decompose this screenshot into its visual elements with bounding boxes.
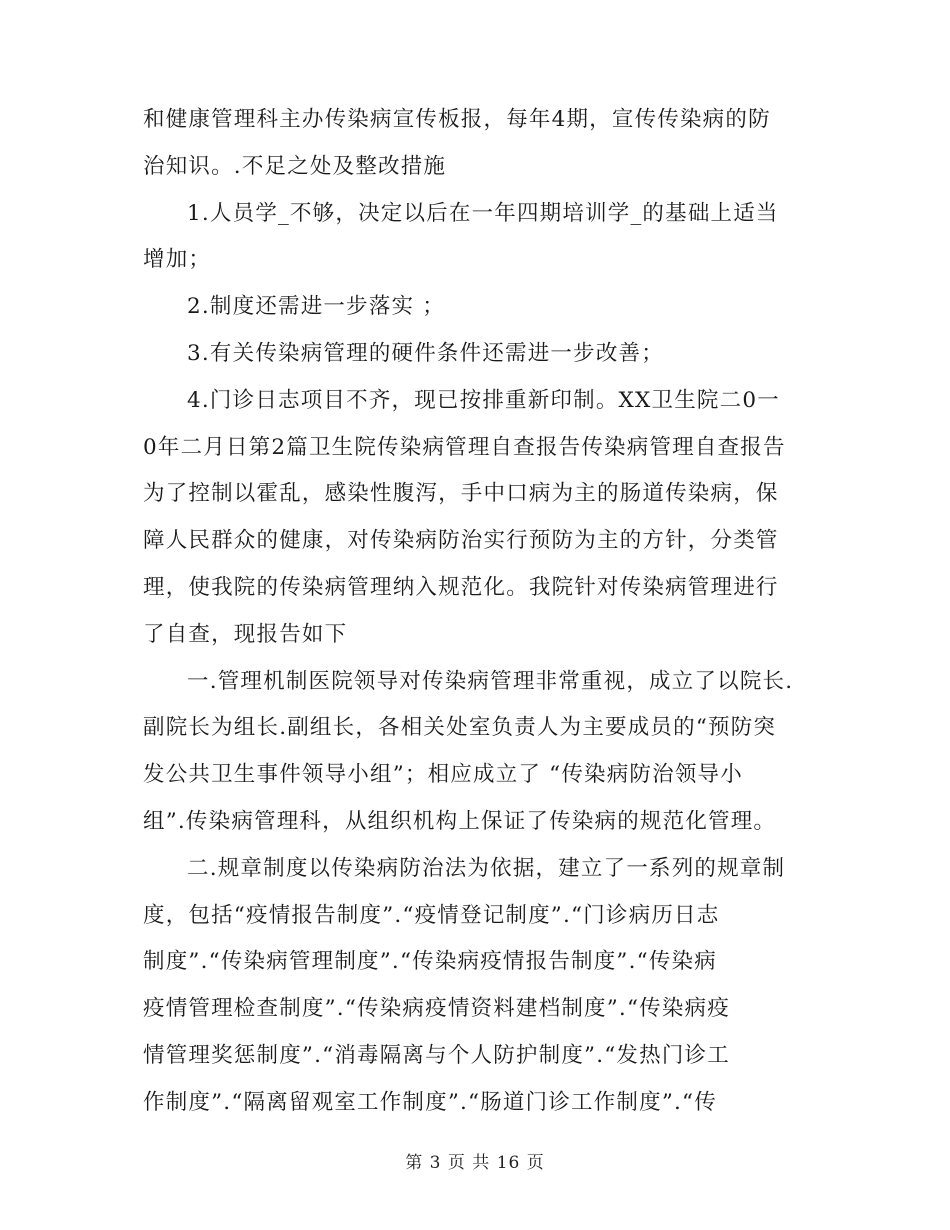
page-footer: 第 3 页 共 16 页	[405, 1153, 545, 1173]
document-body	[143, 97, 823, 1127]
text-line: 制度”.“传染病管理制度”.“传染病疫情报告制度”.“传染病	[143, 949, 717, 975]
text-line: 度，包括“疫情报告制度”.“疫情登记制度”.“门诊病历日志	[143, 902, 720, 928]
text-line: 为了控制以霍乱，感染性腹泻，手中口病为主的肠道传染病，保	[143, 481, 779, 507]
text-line: 二.规章制度以传染病防治法为依据，建立了一系列的规章制	[187, 855, 786, 881]
text-line: 发公共卫生事件领导小组”；相应成立了 “传染病防治领导小	[143, 762, 743, 788]
text-line: 一.管理机制医院领导对传染病管理非常重视，成立了以院长.	[187, 668, 794, 694]
text-line: 理，使我院的传染病管理纳入规范化。我院针对传染病管理进行	[143, 574, 779, 600]
text-line: 情管理奖惩制度”.“消毒隔离与个人防护制度”.“发热门诊工	[143, 1042, 730, 1068]
text-line: 和健康管理科主办传染病宣传板报，每年4期，宣传传染病的防	[143, 107, 771, 132]
text-line: 副院长为组长.副组长，各相关处室负责人为主要成员的“预防突	[143, 715, 777, 741]
text-line: 3.有关传染病管理的硬件条件还需进一步改善；	[187, 340, 664, 366]
text-line: 作制度”.“隔离留观室工作制度”.“肠道门诊工作制度”.“传	[143, 1089, 717, 1115]
text-line: 治知识。.不足之处及整改措施	[143, 153, 447, 179]
text-line: 组”.传染病管理科，从组织机构上保证了传染病的规范化管理。	[143, 808, 777, 834]
text-line: 0年二月日第2篇卫生院传染病管理自查报告传染病管理自查报告	[143, 434, 786, 460]
text-line: 2.制度还需进一步落实 ；	[187, 294, 445, 320]
text-line: 了自查，现报告如下	[143, 621, 348, 647]
text-line: 1.人员学_不够，决定以后在一年四期培训学_的基础上适当	[187, 200, 779, 226]
text-line: 疫情管理检查制度”.“传染病疫情资料建档制度”.“传染病疫	[143, 996, 730, 1022]
text-line: 障人民群众的健康，对传染病防治实行预防为主的方针，分类管	[143, 528, 779, 554]
text-line: 增加；	[143, 247, 212, 273]
text-line: 4.门诊日志项目不齐，现已按排重新印制。XX卫生院二0一	[187, 387, 780, 413]
